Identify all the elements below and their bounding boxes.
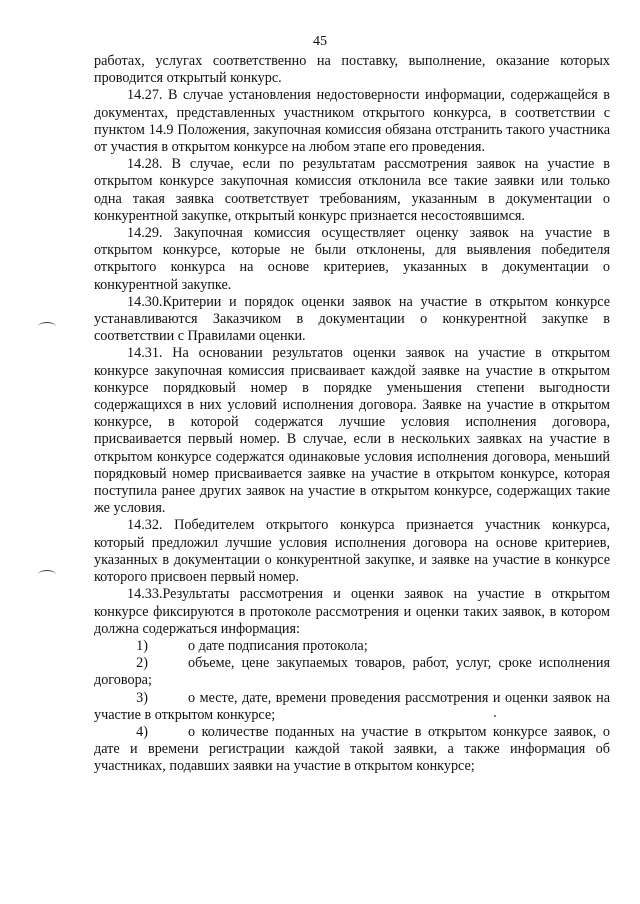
list-item-1 [94,638,610,655]
list-item-text: о дате подписания протокола; [188,637,368,654]
paragraph-14-29: 14.29. Закупочная комиссия осуществляет оценку заявок на участие в открытом конкурсе, которые не были отклонены, для выявления победителя открытого конкурса на основе критериев, указанных в документации о конкурентной закупке. [94,225,610,293]
list-item-2 [94,655,610,689]
list-item-number: 3) [136,689,148,706]
paragraph-14-27: 14.27. В случае установления недостоверности информации, содержащейся в документах, представленных участником открытого конкурса, в соответствии с пунктом 14.9 Положения, закупочная комиссия обязана отстранить такого участника от участия в открытом конкурсе на любом этапе его проведения. [94,87,610,156]
margin-mark [38,322,56,331]
list-item-number: 1) [136,637,148,654]
paragraph-14-31: 14.31. На основании результатов оценки заявок на участие в открытом конкурсе закупочная комиссия присваивает каждой заявке на участие в открытом конкурсе порядковый номер в порядке уменьшения степени выгодности содержащихся в них условий исполнения договора. Заявке на участие в открытом конкурсе, в которой содержатся лучшие условия исполнения договора, присваивается первый номер. В случае, если в нескольких заявках на участие в открытом конкурсе содержатся одинаковые условия исполнения договора, меньший порядковый номер присваивается заявке на участие в открытом конкурсе, которая поступила ранее других заявок на участие в открытом конкурсе, содержащих такие же условия. [94,345,610,517]
list-item-text: о количестве поданных на участие в открытом конкурсе заявок, о дате и времени регистрации каждой такой заявки, а также информация об участниках, подавших заявки на участие в открытом конкурсе; [94,723,610,775]
paragraph-14-32: 14.32. Победителем открытого конкурса признается участник конкурса, который предложил лучшие условия исполнения договора на основе критериев, указанных в документации о конкурентной закупке, и заявке на участие в конкурсе которого присвоен первый номер. [94,517,610,586]
paragraph-continuation: работах, услугах соответственно на поставку, выполнение, оказание которых проводится открытый конкурс. [94,53,610,87]
list-item-text: объеме, цене закупаемых товаров, работ, услуг, сроке исполнения договора; [94,655,610,689]
page-number: 45 [313,34,327,49]
list-item-text: о месте, дате, времени проведения рассмотрения и оценки заявок на участие в открытом конкурсе; [94,689,610,723]
list-item-4 [94,724,610,776]
margin-mark [38,570,56,579]
paragraph-14-28: 14.28. В случае, если по результатам рассмотрения заявок на участие в открытом конкурсе закупочная комиссия отклонила все такие заявки или только одна такая заявка соответствует требованиям, указанным в документации о конкурентной закупке, открытый конкурс признается несостоявшимся. [94,156,610,224]
list-item-number: 2) [136,655,148,672]
document-body [94,53,610,776]
list-item-3 [94,690,610,724]
list-item-number: 4) [136,723,148,740]
paragraph-14-30: 14.30.Критерии и порядок оценки заявок на участие в открытом конкурсе устанавливаются Заказчиком в документации о конкурентной закупке в соответствии с Правилами оценки. [94,293,610,345]
paragraph-14-33: 14.33.Результаты рассмотрения и оценки заявок на участие в открытом конкурсе фиксируются в протоколе рассмотрения и оценки таких заявок, в котором должна содержаться информация: [94,586,610,637]
